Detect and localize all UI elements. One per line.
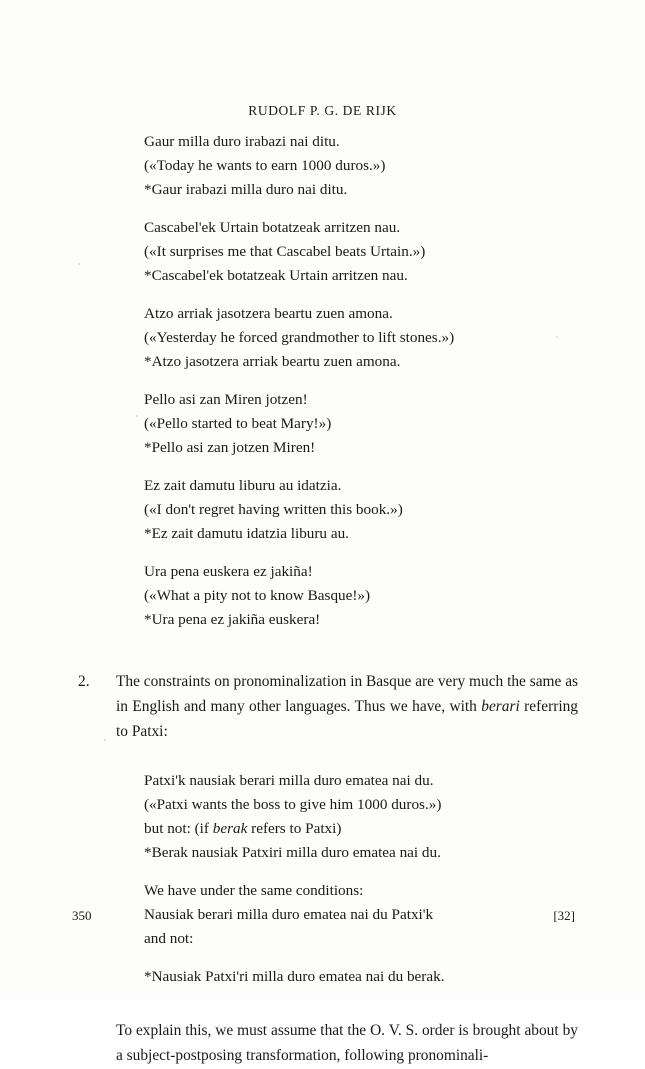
- example-group-6: [144, 560, 578, 632]
- example-line: Ura pena euskera ez jakiña!: [144, 563, 313, 581]
- example-line: *Atzo jasotzera arriak beartu zuen amona.: [144, 353, 401, 371]
- example-group-1: [144, 130, 578, 202]
- example-line: Atzo arriak jasotzera beartu zuen amona.: [144, 305, 393, 323]
- example-line: («I don't regret having written this book.»): [144, 501, 403, 519]
- example-line-with-italic: but not: (if berak refers to Patxi): [144, 820, 342, 838]
- example-line: Patxi'k nausiak berari milla duro ematea nai du.: [144, 772, 434, 790]
- closing-paragraph: To explain this, we must assume that the O. V. S. order is brought about by a subject-postposing transformation, following pronominali-: [116, 1022, 578, 1065]
- body-column: [78, 130, 578, 1069]
- page-number-left: 350: [72, 908, 92, 923]
- section-paragraph-italic: berari: [481, 698, 520, 716]
- example-group-7: [144, 769, 578, 865]
- page-number-right: [32]: [553, 908, 575, 923]
- italic-term-berak: berak: [212, 820, 248, 838]
- example-line: and not:: [144, 930, 194, 948]
- example-line: Ez zait damutu liburu au idatzia.: [144, 477, 342, 495]
- example-group-2: [144, 216, 578, 288]
- example-group-4: [144, 388, 578, 460]
- example-line: («Patxi wants the boss to give him 1000 duros.»): [144, 796, 442, 814]
- example-line: *Ez zait damutu idatzia liburu au.: [144, 525, 349, 543]
- example-line: *Pello asi zan jotzen Miren!: [144, 439, 316, 457]
- section-paragraph-pre: The constraints on pronominalization in Basque are very much the same as in English and many other languages. Thus we have, with: [116, 673, 579, 716]
- example-line: We have under the same conditions:: [144, 882, 364, 900]
- running-head-text: RUDOLF P. G. DE RIJK: [248, 103, 397, 118]
- section-paragraph: [116, 670, 578, 745]
- example-line: *Gaur irabazi milla duro nai ditu.: [144, 181, 348, 199]
- section-number: 2.: [78, 673, 90, 691]
- numbered-section-2: [78, 670, 578, 745]
- example-line: Nausiak berari milla duro ematea nai du Patxi'k: [144, 906, 434, 924]
- example-group-5: [144, 474, 578, 546]
- section-paragraph-post: referring to Patxi:: [116, 698, 578, 741]
- example-line: Gaur milla duro irabazi nai ditu.: [144, 133, 340, 150]
- example-group-3: [144, 302, 578, 374]
- example-line: («It surprises me that Cascabel beats Urtain.»): [144, 243, 426, 261]
- example-line: *Nausiak Patxi'ri milla duro ematea nai du berak.: [144, 968, 445, 986]
- example-line: *Berak nausiak Patxiri milla duro ematea nai du.: [144, 844, 441, 862]
- example-line: («Yesterday he forced grandmother to lift stones.»): [144, 329, 455, 347]
- example-line: («What a pity not to know Basque!»): [144, 587, 371, 605]
- example-line: («Pello started to beat Mary!»): [144, 415, 332, 433]
- example-line: *Ura pena ez jakiña euskera!: [144, 611, 321, 629]
- example-line: Pello asi zan Miren jotzen!: [144, 391, 308, 409]
- example-line: *Cascabel'ek botatzeak Urtain arritzen nau.: [144, 267, 408, 285]
- page-footer: [0, 908, 645, 926]
- example-group-9: [144, 965, 578, 989]
- example-line: («Today he wants to earn 1000 duros.»): [144, 157, 386, 175]
- running-head: [0, 103, 645, 119]
- example-line: Cascabel'ek Urtain botatzeak arritzen nau.: [144, 219, 401, 237]
